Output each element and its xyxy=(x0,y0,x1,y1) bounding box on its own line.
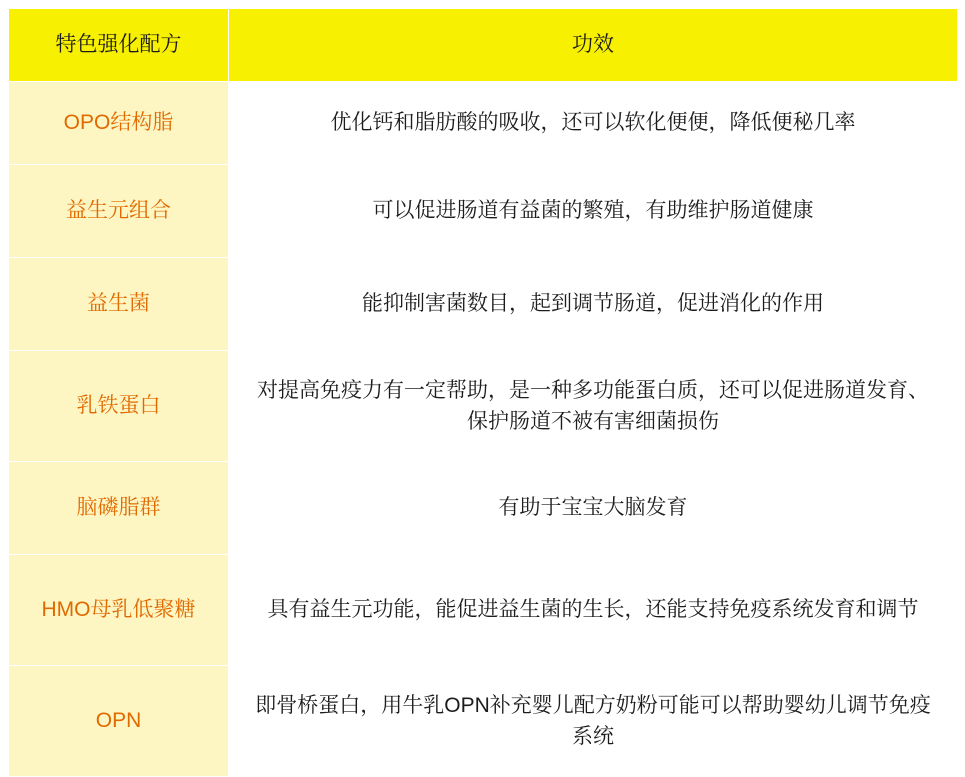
cell-formula-effect: 即骨桥蛋白，用牛乳OPN补充婴儿配方奶粉可能可以帮助婴幼儿调节免疫系统 xyxy=(229,666,958,777)
table-row xyxy=(9,462,958,555)
cell-formula-name: 脑磷脂群 xyxy=(9,462,229,555)
cell-formula-name: OPO结构脂 xyxy=(9,82,229,165)
column-header-effect: 功效 xyxy=(229,9,958,82)
table-row xyxy=(9,258,958,351)
cell-formula-effect: 可以促进肠道有益菌的繁殖，有助维护肠道健康 xyxy=(229,165,958,258)
table-row xyxy=(9,351,958,462)
cell-formula-effect: 具有益生元功能，能促进益生菌的生长，还能支持免疫系统发育和调节 xyxy=(229,555,958,666)
cell-formula-effect: 优化钙和脂肪酸的吸收，还可以软化便便，降低便秘几率 xyxy=(229,82,958,165)
cell-formula-name: HMO母乳低聚糖 xyxy=(9,555,229,666)
cell-formula-name: 乳铁蛋白 xyxy=(9,351,229,462)
column-header-formula: 特色强化配方 xyxy=(9,9,229,82)
cell-formula-name: OPN xyxy=(9,666,229,777)
table-header xyxy=(9,9,958,82)
cell-formula-effect: 对提高免疫力有一定帮助，是一种多功能蛋白质，还可以促进肠道发育、保护肠道不被有害细菌损伤 xyxy=(229,351,958,462)
table-row xyxy=(9,555,958,666)
table-row xyxy=(9,165,958,258)
table-header-row xyxy=(9,9,958,82)
table-row xyxy=(9,666,958,777)
cell-formula-name: 益生菌 xyxy=(9,258,229,351)
cell-formula-effect: 能抑制害菌数目，起到调节肠道，促进消化的作用 xyxy=(229,258,958,351)
cell-formula-effect: 有助于宝宝大脑发育 xyxy=(229,462,958,555)
formula-effects-table xyxy=(8,8,958,777)
cell-formula-name: 益生元组合 xyxy=(9,165,229,258)
table-row xyxy=(9,82,958,165)
table-body xyxy=(9,82,958,777)
